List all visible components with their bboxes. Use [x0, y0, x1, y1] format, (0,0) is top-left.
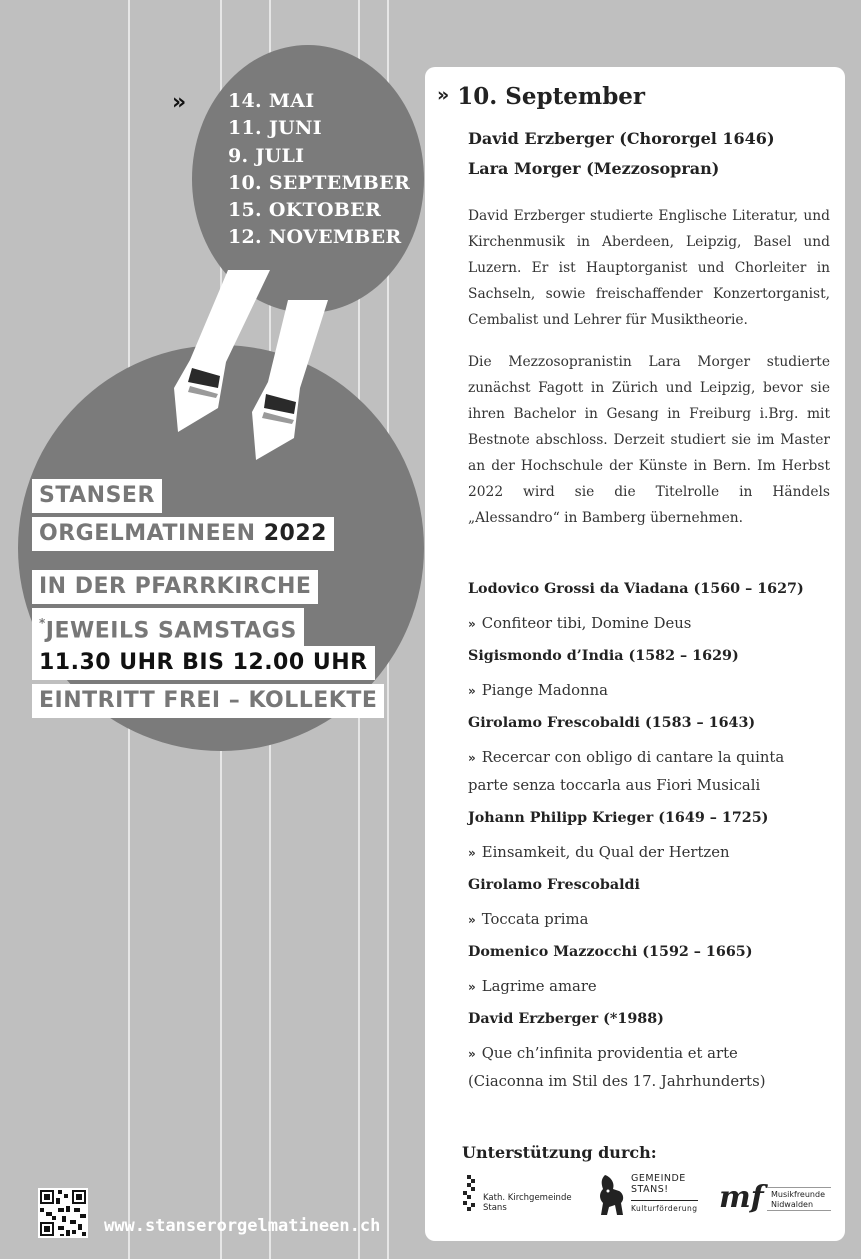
date-item: 14. MAI [228, 90, 315, 112]
piece-title: Recercar con obligo di cantare la quinta parte senza toccarla aus Fiori Musicali [468, 749, 785, 794]
gemeinde-word: GEMEINDE [631, 1173, 686, 1184]
composer: David Erzberger (*1988) [468, 1011, 664, 1027]
piece-title: Lagrime amare [481, 978, 597, 995]
program-item [468, 646, 840, 705]
time-label: 11.30 UHR BIS 12.00 UHR [32, 646, 375, 680]
kirch-place: Stans [483, 1203, 507, 1213]
piece [468, 1040, 778, 1096]
piece [468, 744, 798, 800]
composer: Lodovico Grossi da Viadana (1560 – 1627) [468, 581, 804, 597]
piece [468, 677, 840, 705]
musik-name: Musikfreunde [771, 1190, 825, 1199]
date-item: 15. OKTOBER [228, 199, 382, 222]
bio-erzberger: David Erzberger studierte Englische Literatur, und Kirchenmusik in Aberdeen, Leipzig, Basel und Luzern. Er ist Hauptorganist und Chorleiter in Sachseln, sowie freischaffender Konzertorganist, Cembalist und Lehrer für Musiktheorie. [468, 208, 830, 328]
gemeinde-kultur: Kulturförderung [631, 1200, 698, 1214]
qr-code[interactable] [38, 1188, 88, 1238]
organ-pipe-right [252, 300, 328, 460]
program-item [468, 579, 840, 638]
date-list [228, 88, 410, 252]
kirch-name: Kath. Kirchgemeinde [483, 1193, 572, 1203]
piece [468, 973, 840, 1001]
program-list [468, 579, 840, 1104]
entry-label: EINTRITT FREI – KOLLEKTE [32, 684, 384, 718]
date-item: 11. JUNI [228, 117, 322, 140]
organ-pipes-illustration [160, 270, 340, 470]
chevron-icon: » [468, 617, 476, 631]
piece [468, 906, 840, 934]
piece-title: Toccata prima [481, 911, 589, 928]
piece-title: Einsamkeit, du Qual der Hertzen [481, 844, 730, 861]
piece [468, 610, 840, 638]
program-item [468, 875, 840, 934]
sponsor-gemeinde-stans-logo [597, 1171, 697, 1221]
panel-heading [437, 83, 645, 110]
heading-text: 10. September [457, 83, 646, 110]
chevron-icon: » [468, 1047, 476, 1061]
program-panel [425, 67, 845, 1241]
dates-chevron-icon: » [172, 90, 187, 115]
title-stanser: STANSER [32, 479, 162, 513]
sponsor-kirchgemeinde-logo [463, 1173, 588, 1217]
asterisk: * [39, 616, 46, 630]
program-item [468, 713, 840, 800]
chevron-icon: » [468, 846, 476, 860]
program-item [468, 942, 840, 1001]
chevron-icon: » [468, 913, 476, 927]
heading-chevron-icon: » [437, 84, 450, 106]
ibex-icon [597, 1173, 627, 1217]
musik-region: Nidwalden [771, 1199, 814, 1209]
performer-mezzo: Lara Morger (Mezzosopran) [468, 159, 720, 178]
date-item: 10. SEPTEMBER [228, 171, 411, 194]
support-heading: Unterstützung durch: [462, 1143, 657, 1162]
composer: Johann Philipp Krieger (1649 – 1725) [468, 810, 769, 826]
day-label-text: JEWEILS SAMSTAGS [45, 618, 297, 644]
piece-title: Piange Madonna [481, 682, 608, 699]
sponsor-musikfreunde-logo [717, 1181, 837, 1221]
program-item [468, 808, 840, 867]
title-year: 2022 [263, 521, 327, 546]
composer: Domenico Mazzocchi (1592 – 1665) [468, 944, 753, 960]
day-label [32, 608, 304, 648]
program-item [468, 1009, 840, 1096]
date-item: 9. JULI [228, 144, 305, 167]
location-label: IN DER PFARRKIRCHE [32, 570, 318, 604]
church-icon [463, 1175, 479, 1213]
mf-mark: mf [719, 1180, 764, 1215]
gemeinde-stans: STANS! [631, 1184, 669, 1195]
title-orgelmatineen-text: ORGELMATINEEN [39, 521, 256, 546]
composer: Sigismondo d’India (1582 – 1629) [468, 648, 739, 664]
performer-organ: David Erzberger (Chororgel 1646) [468, 129, 775, 148]
chevron-icon: » [468, 980, 476, 994]
piece-title: Confiteor tibi, Domine Deus [481, 615, 692, 632]
date-item: 12. NOVEMBER [228, 226, 402, 249]
website-link[interactable]: www.stanserorgelmatineen.ch [104, 1216, 381, 1236]
composer: Girolamo Frescobaldi [468, 877, 640, 893]
piece [468, 839, 840, 867]
piece-title: Que ch’infinita providentia et arte (Ciaconna im Stil des 17. Jahrhunderts) [468, 1045, 766, 1090]
title-orgelmatineen [32, 517, 334, 551]
chevron-icon: » [468, 684, 476, 698]
chevron-icon: » [468, 751, 476, 765]
composer: Girolamo Frescobaldi (1583 – 1643) [468, 715, 756, 731]
bio-morger: Die Mezzosopranistin Lara Morger studierte zunächst Fagott in Zürich und Leipzig, bevor sie ihren Bachelor in Gesang in Freiburg i.Brg. mit Bestnote abschloss. Derzeit studiert sie im Master an der Hochschule der Künste in Bern. Im Herbst 2022 wird sie die Titelrolle in Händels „Alessandro“ in Bamberg übernehmen. [468, 354, 830, 526]
